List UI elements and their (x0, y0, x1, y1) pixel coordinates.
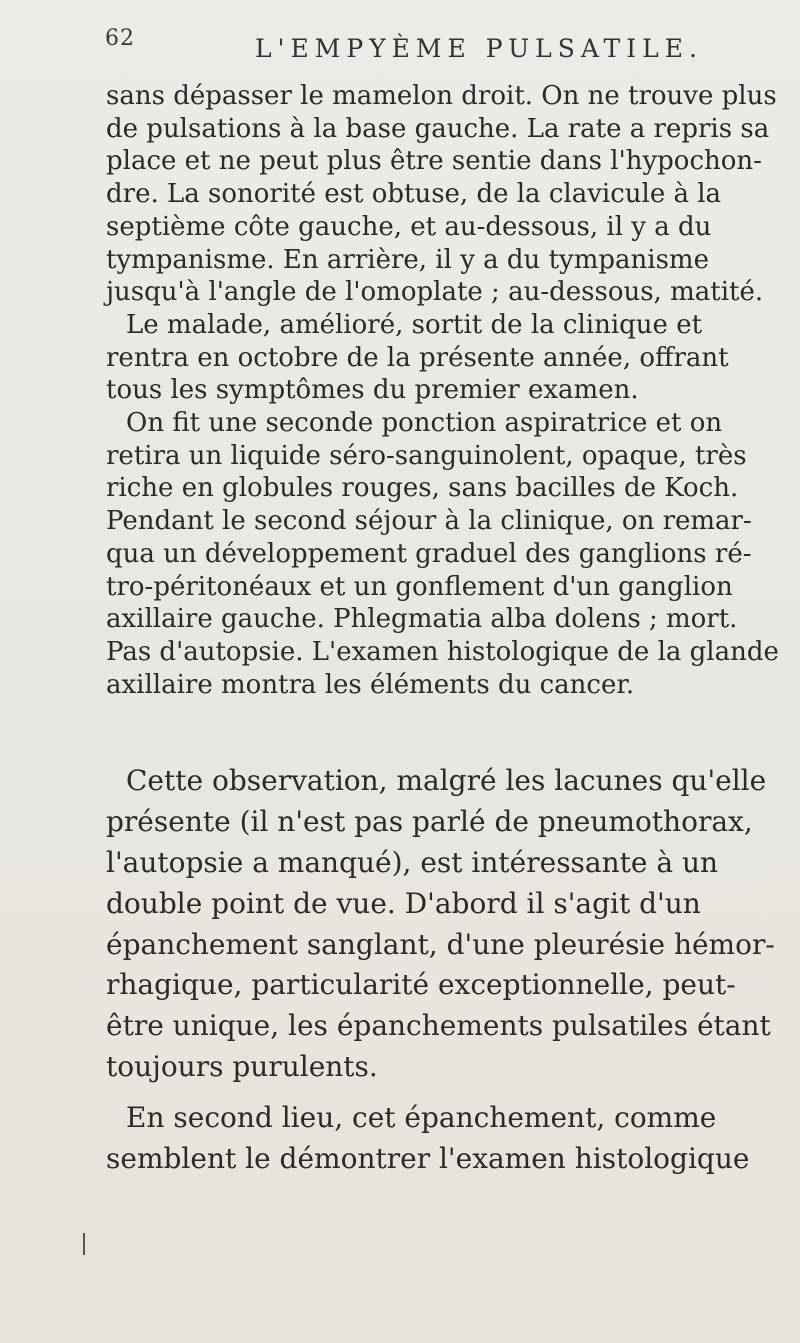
text-line: axillaire montra les éléments du cancer. (106, 669, 635, 700)
text-line: double point de vue. D'abord il s'agit d'un (106, 886, 701, 920)
text-line: retira un liquide séro-sanguinolent, opaque, très (106, 440, 747, 471)
text-line: tro-péritonéaux et un gonflement d'un ganglion (106, 571, 733, 602)
text-line: Cette observation, malgré les lacunes qu'elle (126, 764, 767, 798)
text-line: septième côte gauche, et au-dessous, il y a du (106, 211, 712, 242)
text-line: rentra en octobre de la présente année, offrant (106, 342, 729, 373)
running-title: L'EMPYÈME PULSATILE. (255, 34, 703, 63)
text-line: riche en globules rouges, sans bacilles de Koch. (106, 473, 739, 504)
body-text (106, 80, 779, 1179)
commentary-section (106, 761, 775, 1179)
text-line: sans dépasser le mamelon droit. On ne trouve plus (106, 81, 777, 111)
text-line: Pendant le second séjour à la clinique, on remar- (106, 506, 752, 537)
page-header (0, 26, 800, 66)
text-line: place et ne peut plus être sentie dans l'hypochon- (106, 146, 762, 177)
case-observation-section (106, 80, 779, 701)
text-line: En second lieu, cet épanchement, comme (126, 1100, 717, 1134)
text-line: rhagique, particularité exceptionnelle, peut- (106, 968, 736, 1002)
text-line: tous les symptômes du premier examen. (106, 375, 639, 406)
text-line: jusqu'à l'angle de l'omoplate ; au-dessous, matité. (106, 277, 764, 308)
text-line: axillaire gauche. Phlegmatia alba dolens ; mort. (106, 604, 738, 635)
text-line: l'autopsie a manqué), est intéressante à un (106, 845, 719, 879)
text-line: toujours purulents. (106, 1049, 378, 1083)
text-line: de pulsations à la base gauche. La rate a repris sa (106, 113, 770, 144)
text-line: semblent le démontrer l'examen histologique (106, 1141, 750, 1175)
text-line: présente (il n'est pas parlé de pneumothorax, (106, 805, 753, 839)
text-line: épanchement sanglant, d'une pleurésie hémor- (106, 927, 775, 961)
text-line: Pas d'autopsie. L'examen histologique de la glande (106, 636, 779, 667)
text-line: qua un développement graduel des ganglions ré- (106, 538, 752, 569)
text-line: tympanisme. En arrière, il y a du tympanisme (106, 244, 709, 275)
page-number: 62 (105, 26, 135, 51)
text-line: On fit une seconde ponction aspiratrice et on (126, 408, 723, 439)
text-line: dre. La sonorité est obtuse, de la clavicule à la (106, 179, 722, 210)
margin-mark (83, 1233, 85, 1255)
text-line: Le malade, amélioré, sortit de la clinique et (126, 309, 703, 340)
text-line: être unique, les épanchements pulsatiles étant (106, 1009, 771, 1043)
